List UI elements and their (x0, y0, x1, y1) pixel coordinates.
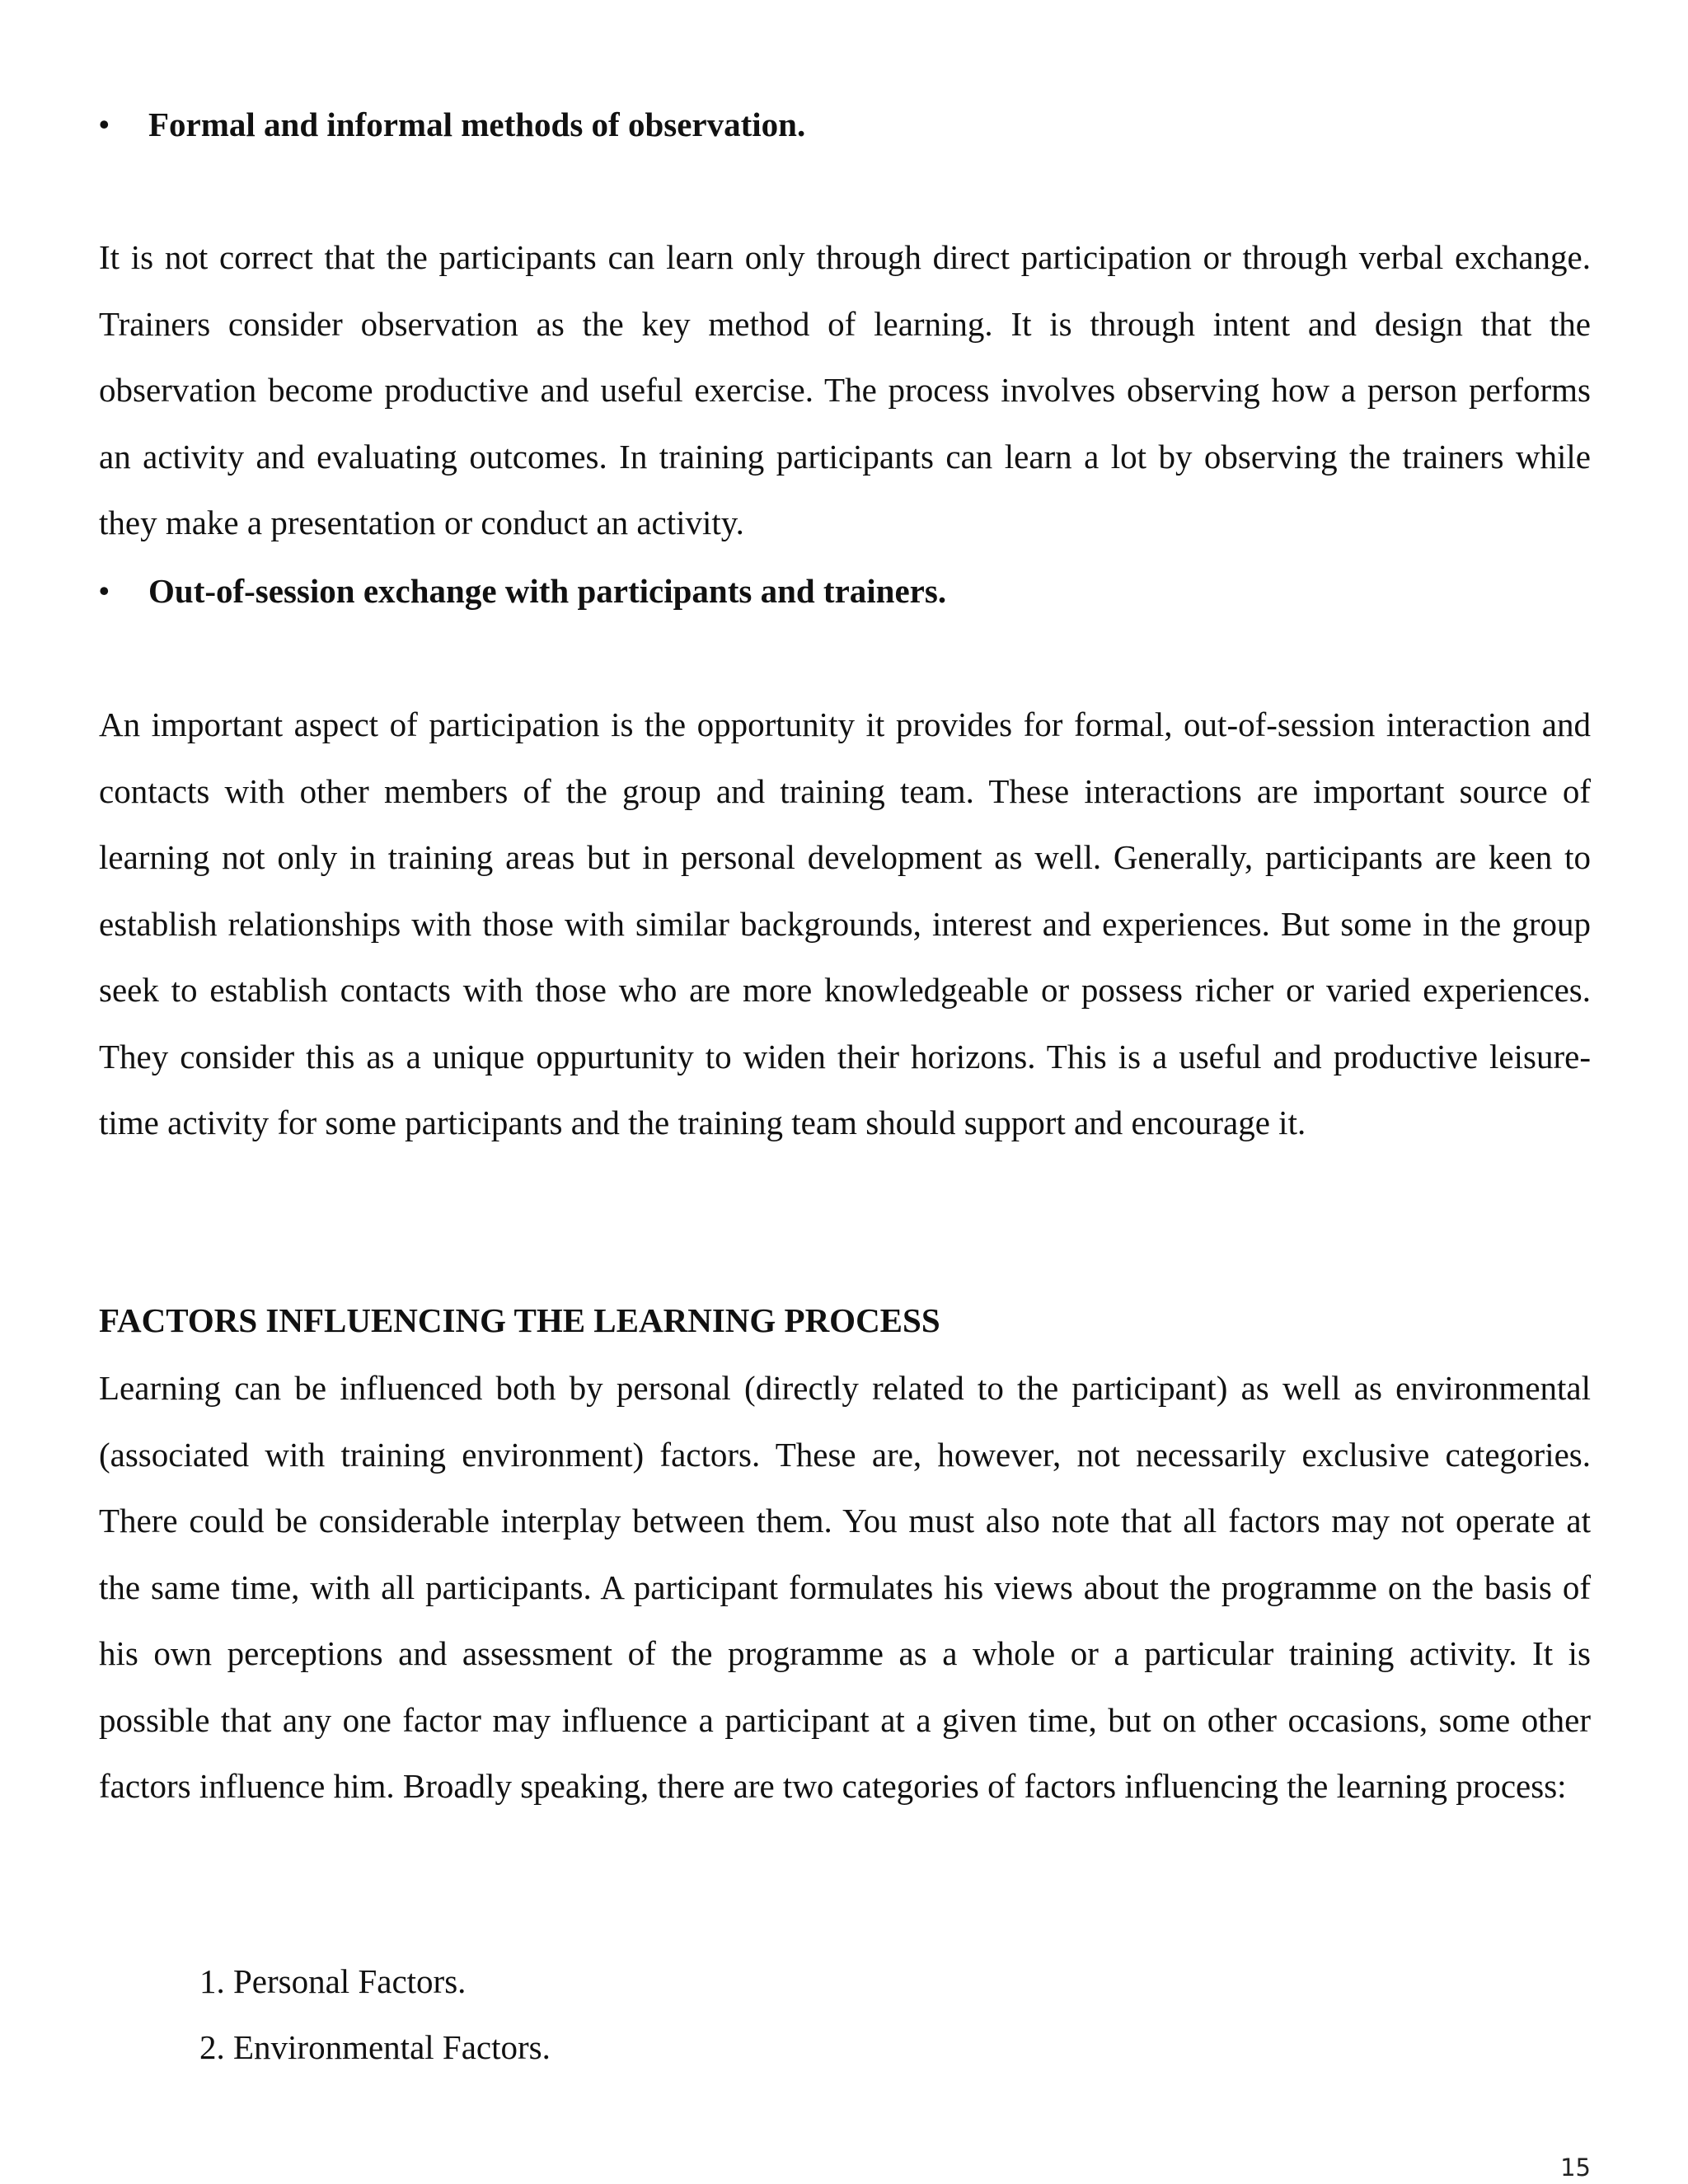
list-item-personal-factors: 1. Personal Factors. (199, 1962, 467, 2000)
bullet-text: Out-of-session exchange with participants and trainers. (148, 572, 947, 610)
list-item-environmental-factors: 2. Environmental Factors. (199, 2028, 551, 2066)
bullet-heading-out-of-session (99, 558, 1591, 624)
paragraph-factors: Learning can be influenced both by personal (directly related to the participant) as well as environmental (associated with training environment) factors. These are, however, not necessarily exclusive categories. There could be considerable interplay between them. You must also note that all factors may not operate at the same time, with all participants. A participant formulates his views about the programme on the basis of his own perceptions and assessment of the programme as a whole or a particular training activity. It is possible that any one factor may influence a participant at a given time, but on other occasions, some other factors influence him. Broadly speaking, there are two categories of factors influencing the learning process: (99, 1369, 1591, 1805)
bullet-heading-observation (99, 91, 1591, 157)
bullet-text: Formal and informal methods of observation. (148, 105, 806, 143)
page-number: 15 (1560, 2154, 1591, 2182)
bullet-marker: • (99, 574, 110, 607)
section-heading-factors: FACTORS INFLUENCING THE LEARNING PROCESS (99, 1301, 940, 1339)
bullet-marker: • (99, 108, 110, 141)
paragraph-observation: It is not correct that the participants can learn only through direct participation or through verbal exchange. Trainers consider observation as the key method of learning. It is through intent and design that the observation become productive and useful exercise. The process involves observing how a person performs an activity and evaluating outcomes. In training participants can learn a lot by observing the trainers while they make a presentation or conduct an activity. (99, 238, 1591, 541)
paragraph-out-of-session: An important aspect of participation is the opportunity it provides for formal, out-of-session interaction and contacts with other members of the group and training team. These interactions are important source of learning not only in training areas but in personal development as well. Generally, participants are keen to establish relationships with those with similar backgrounds, interest and experiences. But some in the group seek to establish contacts with those who are more knowledgeable or possess richer or varied experiences. They consider this as a unique oppurtunity to widen their horizons. This is a useful and productive leisure-time activity for some participants and the training team should support and encourage it. (99, 705, 1591, 1141)
